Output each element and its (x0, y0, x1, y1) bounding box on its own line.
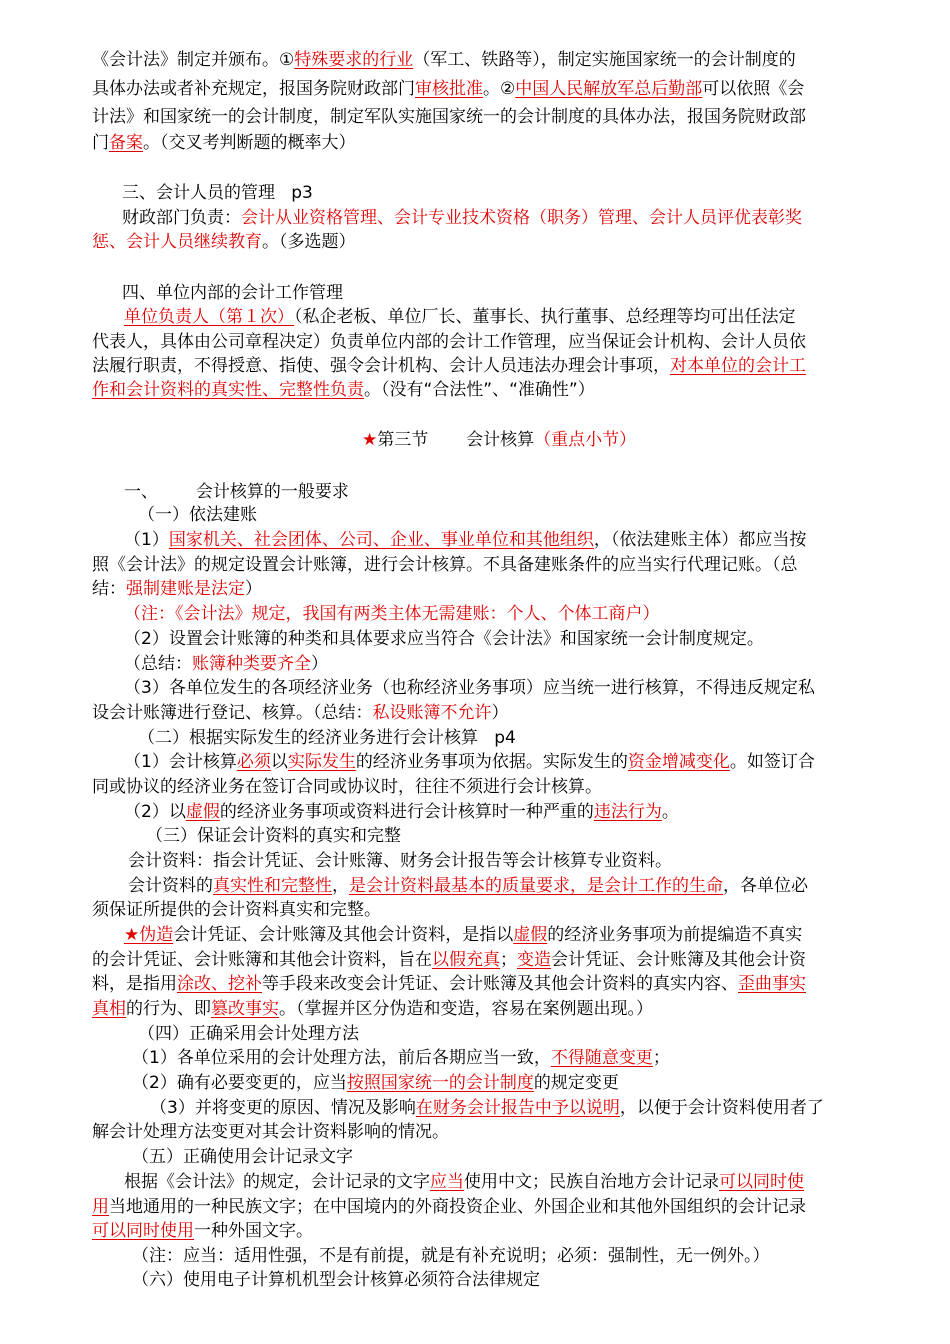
highlight-text: 可以同时使用 (92, 1221, 194, 1241)
highlight-text: 必须 (236, 752, 271, 772)
section-title (362, 428, 636, 452)
text-run: （3）各单位发生的各项经济业务（也称经济业务事项）应当统一进行核算，不得违反规定私 (124, 678, 815, 698)
p-e1-3 (92, 1219, 313, 1243)
text-run: 。（掌握并区分伪造和变造，容易在案例题出现。） (279, 999, 653, 1019)
p-e-note (132, 1244, 770, 1268)
sub-6 (132, 1268, 540, 1292)
text-run: 法履行职责，不得授意、指使、强令会计机构、会计人员违法办理会计事项， (92, 356, 670, 376)
highlight-text: 审核批准 (415, 79, 483, 99)
text-run: 使用中文；民族自治地方会计记录 (464, 1172, 719, 1192)
text-run: （一）依法建账 (138, 505, 257, 525)
p-b2 (124, 800, 679, 824)
text-run: 当地通用的一种民族文字；在中国境内的外商投资企业、外国企业和其他外国组织的会计记录 (109, 1197, 806, 1217)
text-run: 料，是指用 (92, 974, 177, 994)
text-run: （二）根据实际发生的经济业务进行会计核算 p4 (138, 728, 516, 748)
p-e1-1 (124, 1170, 804, 1194)
sub-5 (132, 1145, 353, 1169)
text-run: 会计资料的 (128, 876, 213, 896)
text-run: 代表人，具体由公司章程决定）负责单位内部的会计工作管理，应当保证会计机构、会计人员依 (92, 332, 806, 352)
text-run: 四、单位内部的会计工作管理 (122, 283, 343, 303)
p-c3-2 (92, 948, 806, 972)
highlight-text: 虚假 (185, 802, 220, 822)
text-run: 。② (483, 79, 516, 99)
text-run: 三、会计人员的管理 p3 (122, 183, 313, 203)
heading-4 (122, 281, 343, 305)
p-b1-2 (92, 775, 602, 799)
text-run: ） (311, 654, 328, 674)
text-run: 。如签订合 (729, 752, 815, 772)
highlight-text: 备案 (109, 133, 143, 153)
p-a3-1 (124, 676, 815, 700)
highlight-text: 涂改、挖补 (177, 974, 262, 994)
p-c3-4 (92, 997, 653, 1021)
text-run: ） (245, 579, 262, 599)
p-mgmt-2 (92, 230, 356, 254)
p-law-1 (92, 48, 796, 72)
text-run: 同或协议的经济业务在签订合同或协议时，往往不须进行会计核算。 (92, 777, 602, 797)
text-run: 的经济业务事项为前提编造不真实 (547, 925, 803, 945)
text-run: 一种外国文字。 (194, 1221, 313, 1241)
text-run: 的行为、即 (126, 999, 211, 1019)
text-run: 的会计凭证、会计账簿和其他会计资料，旨在 (92, 950, 432, 970)
p-c2-2 (92, 898, 381, 922)
text-run: ， (332, 876, 349, 896)
highlight-text: 特殊要求的行业 (294, 50, 414, 70)
highlight-text: 篡改事实 (211, 999, 279, 1019)
text-run: （3）并将变更的原因、情况及影响 (150, 1098, 416, 1118)
highlight-text: 应当 (430, 1172, 464, 1192)
p-c3-1 (124, 923, 802, 947)
text-run: 财政部门负责： (122, 208, 241, 228)
p-c1 (128, 849, 672, 873)
highlight-text: 按照国家统一的会计制度 (346, 1073, 534, 1093)
highlight-text: （注：《会计法》规定，我国有两类主体无需建账：个人、个体工商户） (124, 604, 660, 624)
p-mgmt-1 (122, 206, 802, 230)
highlight-text: ★伪造 (124, 925, 174, 945)
highlight-text: 账簿种类要齐全 (192, 654, 311, 674)
p-unit-3 (92, 354, 806, 378)
p-d3-2 (92, 1120, 449, 1144)
text-run: 《会计法》制定并颁布。① (92, 50, 295, 70)
p-a2-1 (124, 627, 764, 651)
text-run: （2）确有必要变更的，应当 (132, 1073, 347, 1093)
text-run: （2）设置会计账簿的种类和具体要求应当符合《会计法》和国家统一会计制度规定。 (124, 629, 764, 649)
p-law-2 (92, 77, 804, 101)
p-a3-2 (92, 701, 509, 725)
text-run: （1） (124, 530, 169, 550)
highlight-text: （重点小节） (534, 430, 637, 450)
highlight-text: 以假充真 (432, 950, 500, 970)
text-run: 的规定变更 (533, 1073, 619, 1093)
sub-3 (146, 824, 401, 848)
highlight-text: 会计从业资格管理、会计专业技术资格（职务）管理、会计人员评优表彰奖 (241, 208, 802, 228)
text-run: ，（依法建账主体）都应当按 (593, 530, 807, 550)
sub-4 (138, 1022, 359, 1046)
highlight-text: ★ (362, 430, 378, 450)
sub-2 (138, 726, 516, 750)
p-law-3 (92, 105, 806, 129)
p-d1 (132, 1046, 670, 1070)
text-run: 门 (92, 133, 109, 153)
highlight-text: 作和会计资料的真实性、完整性负责 (92, 380, 364, 400)
highlight-text: 对本单位的会计工 (670, 356, 806, 376)
p-b1-1 (124, 750, 815, 774)
p-a1-note (124, 602, 660, 626)
p-unit-2 (92, 330, 806, 354)
text-run: ，以便于会计资料使用者了 (619, 1098, 824, 1118)
text-run: ，各单位必 (723, 876, 808, 896)
text-run: （三）保证会计资料的真实和完整 (146, 826, 401, 846)
highlight-text: 强制建账是法定 (126, 579, 245, 599)
p-a1-1 (124, 528, 806, 552)
text-run: 。（多选题） (262, 232, 356, 252)
highlight-text: 是会计资料最基本的质量要求，是会计工作的生命 (349, 876, 723, 896)
text-run: ； (500, 950, 517, 970)
text-run: （1）会计核算 (124, 752, 237, 772)
text-run: （四）正确采用会计处理方法 (138, 1024, 359, 1044)
highlight-text: 单位负责人（第１次） (124, 307, 294, 327)
text-run: ） (491, 703, 509, 723)
p-unit-1 (124, 305, 796, 329)
text-run: ； (652, 1048, 670, 1068)
text-run: 等手段来改变会计凭证、会计账簿及其他会计资料的真实内容、 (262, 974, 738, 994)
text-run: 照《会计法》的规定设置会计账簿，进行会计核算。不具备建账条件的应当实行代理记账。（总 (92, 555, 798, 575)
p-c3-3 (92, 972, 806, 996)
p-c2-1 (128, 874, 808, 898)
text-run: 结： (92, 579, 126, 599)
text-run: 第三节 会计核算 (377, 430, 535, 450)
text-run: 设会计账簿进行登记、核算。（总结： (92, 703, 373, 723)
p-e1-2 (92, 1195, 806, 1219)
heading-3 (122, 181, 313, 205)
p-a1-2 (92, 553, 798, 577)
sub-1 (138, 503, 257, 527)
p-unit-4 (92, 378, 595, 402)
text-run: 会计资料：指会计凭证、会计账簿、财务会计报告等会计核算专业资料。 (128, 851, 672, 871)
text-run: 会计凭证、会计账簿及其他会计资 (551, 950, 806, 970)
text-run: 须保证所提供的会计资料真实和完整。 (92, 900, 381, 920)
highlight-text: 实际发生 (287, 752, 356, 772)
highlight-text: 变造 (517, 950, 551, 970)
highlight-text: 真实性和完整性 (213, 876, 332, 896)
text-run: 会计凭证、会计账簿及其他会计资料，是指以 (173, 925, 514, 945)
p-law-4 (92, 131, 356, 155)
highlight-text: 在财务会计报告中予以说明 (415, 1098, 620, 1118)
highlight-text: 虚假 (513, 925, 548, 945)
highlight-text: 用 (92, 1197, 109, 1217)
text-run: 计法》和国家统一的会计制度，制定军队实施国家统一的会计制度的具体办法，报国务院财政部 (92, 107, 806, 127)
text-run: 具体办法或者补充规定，报国务院财政部门 (92, 79, 415, 99)
text-run: （注：应当：适用性强，不是有前提，就是有补充说明；必须：强制性，无一例外。） (132, 1246, 770, 1266)
text-run: （私企老板、单位厂长、董事长、执行董事、总经理等均可出任法定 (294, 307, 796, 327)
text-run: 。 (661, 802, 679, 822)
text-run: （五）正确使用会计记录文字 (132, 1147, 353, 1167)
text-run: （六）使用电子计算机机型会计核算必须符合法律规定 (132, 1270, 540, 1290)
p-a1-3 (92, 577, 262, 601)
text-run: 一、 会计核算的一般要求 (124, 482, 349, 502)
text-run: 。（没有“合法性”、“准确性”） (364, 380, 595, 400)
text-run: （军工、铁路等），制定实施国家统一的会计制度的 (413, 50, 796, 70)
text-run: 可以依照《会 (702, 79, 805, 99)
p-a2-2 (124, 652, 328, 676)
highlight-text: 可以同时使 (719, 1172, 804, 1192)
text-run: （1）各单位采用的会计处理方法，前后各期应当一致， (132, 1048, 551, 1068)
text-run: 的经济业务事项或资料进行会计核算时一种严重的 (219, 802, 594, 822)
p-d3-1 (150, 1096, 824, 1120)
heading-general (124, 480, 349, 504)
p-d2 (132, 1071, 619, 1095)
highlight-text: 国家机关、社会团体、公司、企业、事业单位和其他组织 (168, 530, 594, 550)
text-run: 的经济业务事项为依据。实际发生的 (355, 752, 628, 772)
highlight-text: 违法行为 (593, 802, 662, 822)
highlight-text: 中国人民解放军总后勤部 (515, 79, 703, 99)
highlight-text: 不得随意变更 (550, 1048, 653, 1068)
highlight-text: 惩、会计人员继续教育 (92, 232, 262, 252)
text-run: 解会计处理方法变更对其会计资料影响的情况。 (92, 1122, 449, 1142)
text-run: （2）以 (124, 802, 186, 822)
highlight-text: 真相 (92, 999, 126, 1019)
text-run: 。（交叉考判断题的概率大） (143, 133, 356, 153)
text-run: （总结： (124, 654, 192, 674)
highlight-text: 歪曲事实 (738, 974, 806, 994)
highlight-text: 资金增减变化 (627, 752, 730, 772)
text-run: 根据《会计法》的规定，会计记录的文字 (124, 1172, 430, 1192)
text-run: 以 (270, 752, 288, 772)
highlight-text: 私设账簿不允许 (372, 703, 492, 723)
